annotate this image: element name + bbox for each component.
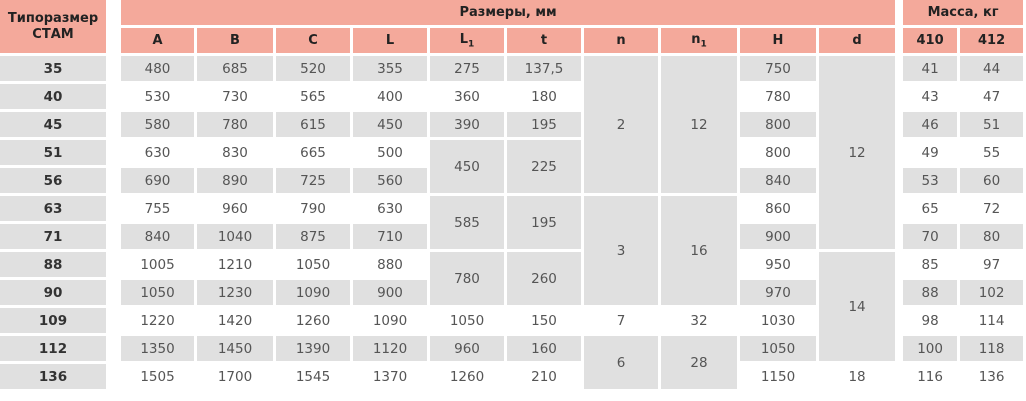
- cell-massa-412: 114: [960, 308, 1026, 336]
- cell-c: 1050: [276, 252, 353, 280]
- cell-t: 137,5: [507, 56, 584, 84]
- cell-tiporazmer: 90: [0, 280, 106, 308]
- col-header-n: n: [584, 28, 661, 56]
- cell-h: 800: [740, 112, 819, 140]
- cell-c: 790: [276, 196, 353, 224]
- cell-massa-410: 116: [903, 364, 960, 392]
- cell-massa-412: 118: [960, 336, 1026, 364]
- cell-l: 500: [353, 140, 430, 168]
- cell-massa-412: 72: [960, 196, 1026, 224]
- cell-tiporazmer: 88: [0, 252, 106, 280]
- cell-l: 1120: [353, 336, 430, 364]
- col-header-b: B: [197, 28, 276, 56]
- col-header-l: L: [353, 28, 430, 56]
- cell-l1: 360: [430, 84, 507, 112]
- cell-h: 800: [740, 140, 819, 168]
- cell-c: 565: [276, 84, 353, 112]
- cell-c: 1390: [276, 336, 353, 364]
- cell-c: 875: [276, 224, 353, 252]
- cell-a: 1350: [121, 336, 197, 364]
- cell-l: 400: [353, 84, 430, 112]
- cell-n1-merged: 16: [661, 196, 740, 308]
- cell-tiporazmer: 136: [0, 364, 106, 392]
- cell-l: 710: [353, 224, 430, 252]
- cell-t: 180: [507, 84, 584, 112]
- cell-l: 880: [353, 252, 430, 280]
- cell-b: 890: [197, 168, 276, 196]
- cell-tiporazmer: 71: [0, 224, 106, 252]
- cell-c: 615: [276, 112, 353, 140]
- cell-l1: 390: [430, 112, 507, 140]
- cell-massa-410: 98: [903, 308, 960, 336]
- cell-l1: 275: [430, 56, 507, 84]
- cell-massa-412: 44: [960, 56, 1026, 84]
- cell-massa-410: 43: [903, 84, 960, 112]
- col-header-massa-410: 410: [903, 28, 960, 56]
- cell-tiporazmer: 40: [0, 84, 106, 112]
- col-header-h: H: [740, 28, 819, 56]
- cell-c: 520: [276, 56, 353, 84]
- cell-a: 755: [121, 196, 197, 224]
- cell-h: 1030: [740, 308, 819, 336]
- cell-massa-412: 102: [960, 280, 1026, 308]
- cell-h: 840: [740, 168, 819, 196]
- cell-h: 750: [740, 56, 819, 84]
- col-header-d: d: [819, 28, 898, 56]
- cell-n-merged: 6: [584, 336, 661, 392]
- cell-n: 7: [584, 308, 661, 336]
- table-row: [0, 364, 1026, 392]
- cell-c: 1090: [276, 280, 353, 308]
- cell-n1: 32: [661, 308, 740, 336]
- cell-a: 580: [121, 112, 197, 140]
- cell-a: 1050: [121, 280, 197, 308]
- cell-h: 1050: [740, 336, 819, 364]
- cell-tiporazmer: 56: [0, 168, 106, 196]
- cell-massa-412: 47: [960, 84, 1026, 112]
- cell-h: 950: [740, 252, 819, 280]
- cell-l: 355: [353, 56, 430, 84]
- table-row: [0, 252, 1026, 280]
- cell-l1-merged: 780: [430, 252, 507, 308]
- cell-tiporazmer: 35: [0, 56, 106, 84]
- cell-massa-410: 100: [903, 336, 960, 364]
- cell-massa-412: 51: [960, 112, 1026, 140]
- cell-b: 730: [197, 84, 276, 112]
- cell-l1: 1260: [430, 364, 507, 392]
- cell-massa-410: 53: [903, 168, 960, 196]
- cell-b: 1450: [197, 336, 276, 364]
- cell-b: 685: [197, 56, 276, 84]
- cell-a: 480: [121, 56, 197, 84]
- cell-b: 1700: [197, 364, 276, 392]
- cell-t: 195: [507, 112, 584, 140]
- cell-a: 1005: [121, 252, 197, 280]
- cell-l: 1370: [353, 364, 430, 392]
- cell-c: 725: [276, 168, 353, 196]
- cell-c: 1545: [276, 364, 353, 392]
- cell-massa-410: 46: [903, 112, 960, 140]
- header-tiporazmer: Типоразмер СТАМ: [0, 0, 106, 56]
- cell-b: 780: [197, 112, 276, 140]
- cell-a: 630: [121, 140, 197, 168]
- cell-b: 830: [197, 140, 276, 168]
- cell-tiporazmer: 51: [0, 140, 106, 168]
- cell-l1: 1050: [430, 308, 507, 336]
- cell-n1-merged: 12: [661, 56, 740, 196]
- cell-h: 860: [740, 196, 819, 224]
- cell-h: 900: [740, 224, 819, 252]
- cell-c: 1260: [276, 308, 353, 336]
- cell-massa-410: 41: [903, 56, 960, 84]
- cell-c: 665: [276, 140, 353, 168]
- cell-a: 1220: [121, 308, 197, 336]
- cell-b: 1230: [197, 280, 276, 308]
- cell-l: 450: [353, 112, 430, 140]
- cell-a: 690: [121, 168, 197, 196]
- cell-t: 150: [507, 308, 584, 336]
- cell-l1-merged: 585: [430, 196, 507, 252]
- cell-b: 960: [197, 196, 276, 224]
- cell-tiporazmer: 109: [0, 308, 106, 336]
- cell-massa-412: 80: [960, 224, 1026, 252]
- col-header-l1: $L_1$: [430, 28, 507, 56]
- cell-l1-merged: 450: [430, 140, 507, 196]
- cell-a: 530: [121, 84, 197, 112]
- table-row: [0, 56, 1026, 84]
- cell-massa-410: 70: [903, 224, 960, 252]
- cell-tiporazmer: 45: [0, 112, 106, 140]
- cell-n-merged: 2: [584, 56, 661, 196]
- cell-d-merged: 12: [819, 56, 898, 252]
- col-header-t: t: [507, 28, 584, 56]
- cell-n1-merged: 28: [661, 336, 740, 392]
- header-razmery: Размеры, мм: [121, 0, 898, 28]
- col-header-a: A: [121, 28, 197, 56]
- cell-massa-410: 88: [903, 280, 960, 308]
- cell-massa-410: 65: [903, 196, 960, 224]
- cell-h: 970: [740, 280, 819, 308]
- cell-l1: 960: [430, 336, 507, 364]
- cell-n-merged: 3: [584, 196, 661, 308]
- cell-l: 560: [353, 168, 430, 196]
- cell-t-merged: 260: [507, 252, 584, 308]
- cell-h: 1150: [740, 364, 819, 392]
- header-massa: Масса, кг: [903, 0, 1026, 28]
- cell-t: 210: [507, 364, 584, 392]
- cell-b: 1420: [197, 308, 276, 336]
- cell-h: 780: [740, 84, 819, 112]
- cell-tiporazmer: 112: [0, 336, 106, 364]
- cell-massa-412: 55: [960, 140, 1026, 168]
- cell-massa-412: 136: [960, 364, 1026, 392]
- cell-t: 160: [507, 336, 584, 364]
- cell-l: 1090: [353, 308, 430, 336]
- cell-tiporazmer: 63: [0, 196, 106, 224]
- cell-massa-412: 97: [960, 252, 1026, 280]
- cell-b: 1040: [197, 224, 276, 252]
- cell-massa-410: 85: [903, 252, 960, 280]
- col-header-c: C: [276, 28, 353, 56]
- cell-a: 840: [121, 224, 197, 252]
- cell-l: 630: [353, 196, 430, 224]
- cell-t-merged: 225: [507, 140, 584, 196]
- cell-massa-410: 49: [903, 140, 960, 168]
- col-header-n1: $n_1$: [661, 28, 740, 56]
- cell-a: 1505: [121, 364, 197, 392]
- cell-t-merged: 195: [507, 196, 584, 252]
- cell-b: 1210: [197, 252, 276, 280]
- cell-massa-412: 60: [960, 168, 1026, 196]
- cell-d-merged: 14: [819, 252, 898, 364]
- cell-d: 18: [819, 364, 898, 392]
- cell-l: 900: [353, 280, 430, 308]
- col-header-massa-412: 412: [960, 28, 1026, 56]
